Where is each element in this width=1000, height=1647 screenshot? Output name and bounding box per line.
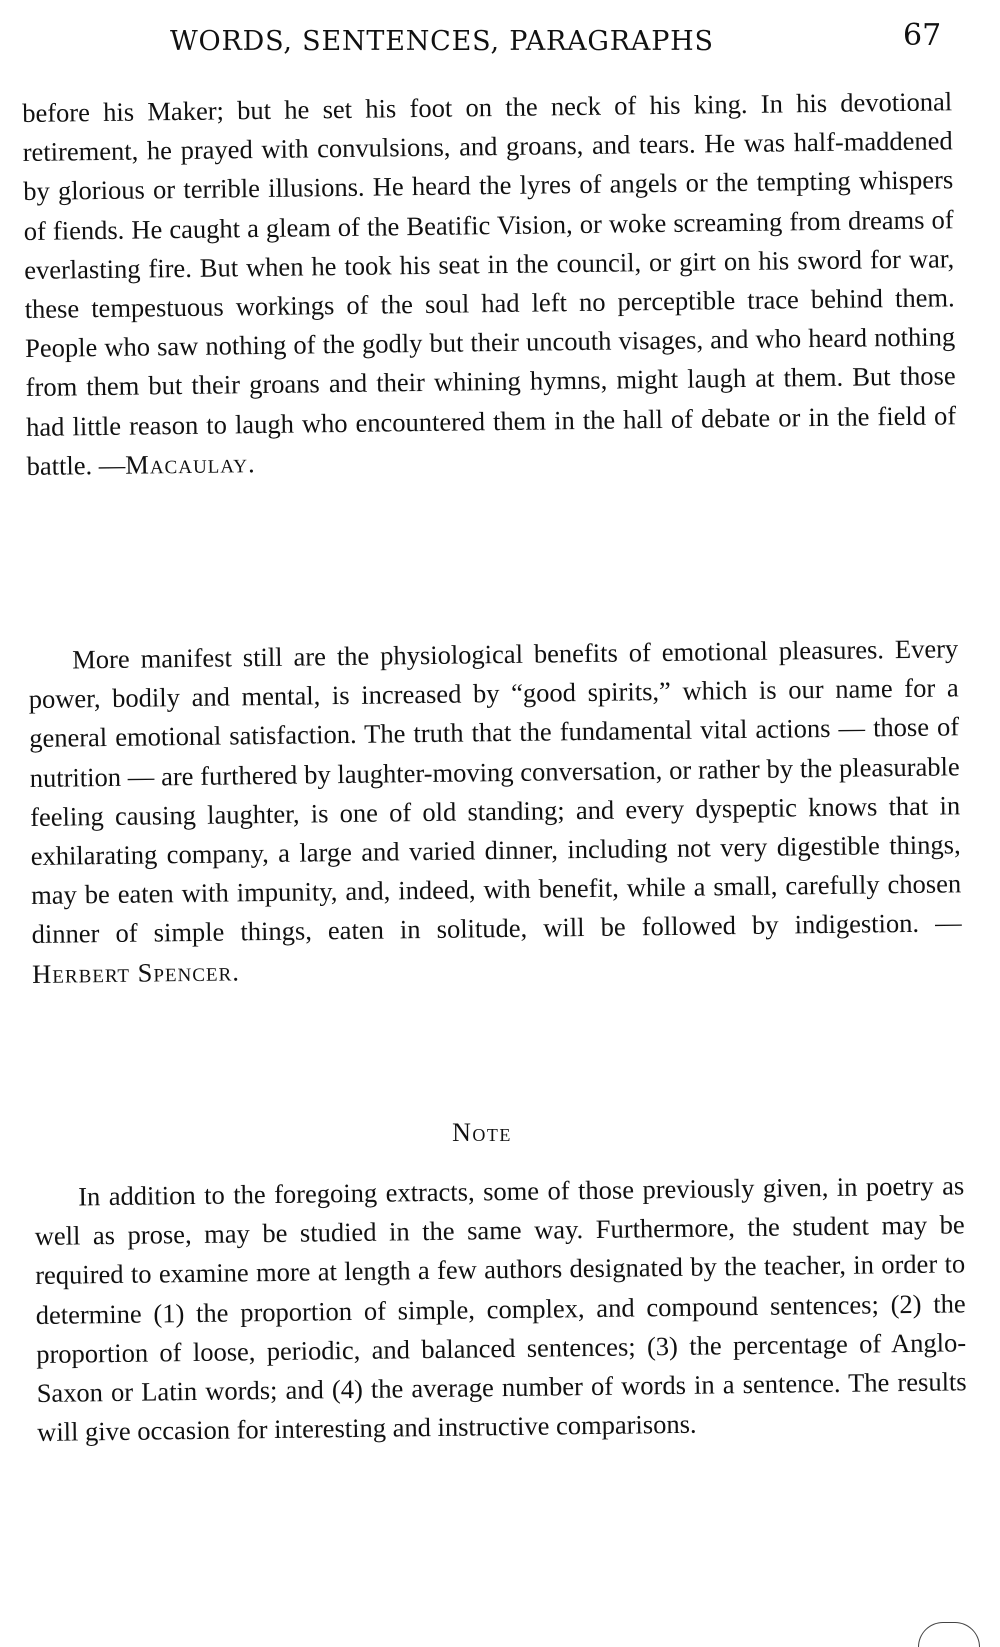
header-title: WORDS, SENTENCES, PARAGRAPHS bbox=[170, 26, 714, 57]
quotation-macaulay bbox=[22, 86, 957, 486]
running-header bbox=[0, 14, 1000, 64]
page-number: 67 bbox=[903, 18, 942, 53]
paragraph-macaulay bbox=[22, 82, 957, 486]
paragraph-macaulay-text: before his Maker; but he set his foot on the neck of his king. In his devotional retirement, he prayed with convulsions, and groans, and tears. He was half-maddened by glorious or terrible illusions. He heard the lyres of angels or the tempting whispers of fiends. He caught a gleam of the Beatific Vision, or woke screaming from dreams of everlasting fire. But when he took his seat in the council, or girt on his sword for war, these tempestuous workings of the soul had left no perceptible trace behind them. People who saw nothing of the godly but their uncouth visages, and who heard nothing from them but their groans and their whining hymns, might laugh at them. But those had little reason to laugh who encountered them in the hall of debate or in the field of battle. — bbox=[22, 86, 957, 481]
paragraph-indent bbox=[34, 1205, 78, 1206]
note-heading: Note bbox=[452, 1118, 512, 1147]
author-spencer: Herbert Spencer. bbox=[31, 955, 241, 989]
note-section bbox=[34, 1170, 967, 1452]
paragraph-spencer-text: More manifest still are the physiological benefits of emotional pleasures. Every power, bodily and mental, is increased by “good spirits,” which is our name for a general emotional satisfaction. The truth that the fundamental vital actions — those of nutrition — are furthered by laughter-moving conversation, or rather by the pleasurable feeling causing laughter, is one of old standing; and every dyspeptic knows that in exhilarating company, a large and varied dinner, including not very digestible things, may be eaten with impunity, and, indeed, with benefit, while a small, carefully chosen dinner of simple things, eaten in solitude, will be followed by indigestion. — bbox=[28, 633, 962, 950]
paragraph-spencer bbox=[28, 629, 962, 993]
paragraph-indent bbox=[28, 668, 72, 669]
quotation-spencer bbox=[28, 633, 962, 994]
note-paragraph bbox=[34, 1166, 967, 1452]
corner-mark bbox=[918, 1622, 980, 1647]
note-text: In addition to the foregoing extracts, some of those previously given, in poetry as well as prose, may be studied in the same way. Furthermore, the student may be required to examine more at length a few authors designated by the teacher, in order to determine (1) the proportion of simple, complex, and compound sentences; (2) the proportion of loose, periodic, and balanced sentences; (3) the percentage of Anglo-Saxon or Latin words; and (4) the average number of words in a sentence. The results will give occasion for interesting and instructive comparisons. bbox=[34, 1170, 967, 1448]
author-macaulay: Macaulay. bbox=[125, 447, 256, 480]
